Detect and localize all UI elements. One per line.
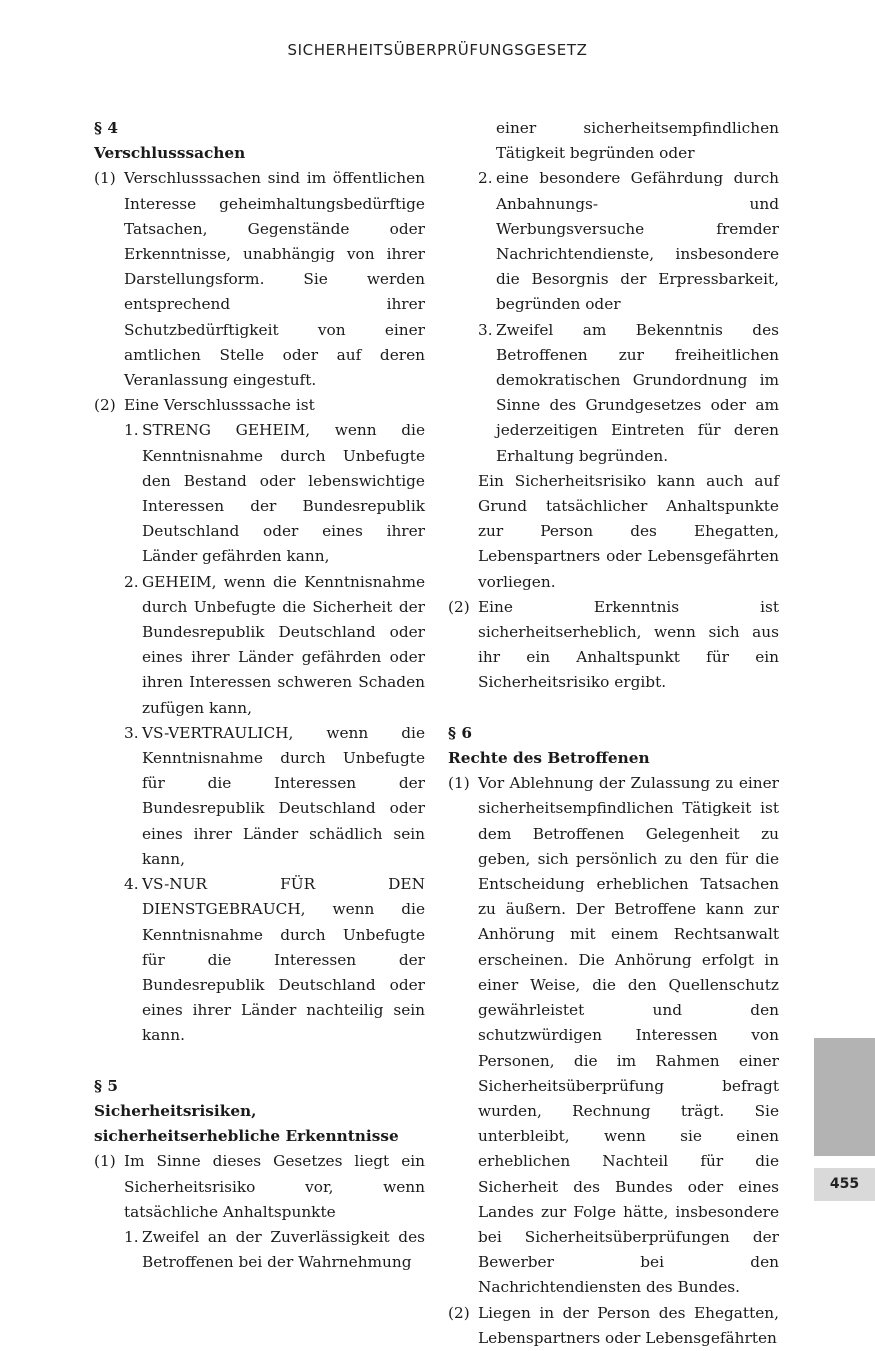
- list-item-number: 2.: [478, 169, 493, 188]
- chapter-thumb-tab: [814, 1038, 875, 1156]
- list-item-number: 1.: [124, 1227, 139, 1246]
- section-5-paragraph-2: [448, 595, 779, 696]
- running-header: SICHERHEITSÜBERPRÜFUNGSGESETZ: [287, 41, 588, 59]
- list-item: [94, 872, 425, 1048]
- section-5-title: Sicherheitsrisiken, sicherheitserhebliche Erkenntnisse: [94, 1101, 399, 1146]
- paragraph-text: Eine Erkenntnis ist sicherheitserheblich, wenn sich aus ihr ein Anhaltspunkt für ein Sicherheitsrisiko ergibt.: [478, 597, 779, 692]
- list-item-text: Zweifel an der Zuverlässigkeit des Betroffenen bei der Wahrnehmung: [142, 1227, 425, 1272]
- list-item: [448, 318, 779, 469]
- list-item: [94, 570, 425, 721]
- section-gap: [448, 696, 779, 721]
- list-item-text: VS-VERTRAULICH, wenn die Kenntnisnahme durch Unbefugte für die Interessen der Bundesrepublik Deutschland oder eines ihrer Länder schädlich sein kann,: [142, 723, 425, 868]
- page-number: 455: [814, 1168, 875, 1201]
- list-item: [94, 418, 425, 569]
- paragraph-number: (2): [94, 396, 116, 415]
- section-5-number: § 5: [94, 1076, 118, 1095]
- left-column: [94, 116, 425, 1275]
- list-item-text: eine besondere Gefährdung durch Anbahnungs- und Werbungsversuche fremder Nachrichtendienste, insbesondere die Besorgnis der Erpressbarkeit, begründen oder: [496, 169, 779, 314]
- paragraph-text: Eine Verschlusssache ist: [124, 396, 315, 415]
- list-item-number: 3.: [478, 320, 493, 339]
- list-item: [448, 166, 779, 317]
- section-5-paragraph-1: [94, 1149, 425, 1225]
- section-4-title: Verschlusssachen: [94, 144, 246, 163]
- list-item-number: 3.: [124, 723, 139, 742]
- paragraph-number: (1): [448, 774, 470, 793]
- list-item-continuation: einer sicherheitsempfindlichen Tätigkeit begründen oder: [496, 119, 779, 163]
- list-item: [94, 1225, 425, 1275]
- list-item-text: Zweifel am Bekenntnis des Betroffenen zur freiheitlichen demokratischen Grundordnung im Sinne des Grundgesetzes oder am jederzeitigen Eintreten für deren Erhaltung begründen.: [496, 320, 779, 465]
- list-item-number: 4.: [124, 875, 139, 894]
- list-item-text: STRENG GEHEIM, wenn die Kenntnisnahme durch Unbefugte den Bestand oder lebenswichtige Interessen der Bundesrepublik Deutschland oder eines ihrer Länder gefährden kann,: [142, 421, 425, 566]
- paragraph-number: (1): [94, 169, 116, 188]
- paragraph-number: (2): [448, 597, 470, 616]
- paragraph-text: Verschlusssachen sind im öffentlichen Interesse geheimhaltungsbedürftige Tatsachen, Gegenstände oder Erkenntnisse, unabhängig von ihrer Darstellungsform. Sie werden entsprechend ihrer Schutzbedürftigkeit von einer amtlichen Stelle oder auf deren Veranlassung eingestuft.: [124, 169, 425, 390]
- right-column: [448, 116, 779, 1351]
- section-6-paragraph-2: [448, 1301, 779, 1351]
- list-item: [94, 721, 425, 872]
- paragraph-number: (1): [94, 1152, 116, 1171]
- section-6-title: Rechte des Betroffenen: [448, 749, 650, 768]
- list-item-text: GEHEIM, wenn die Kenntnisnahme durch Unbefugte die Sicherheit der Bundesrepublik Deutschland oder eines ihrer Länder gefährden oder ihren Interessen schweren Schaden zufügen kann,: [142, 572, 425, 717]
- section-4-paragraph-2: [94, 393, 425, 418]
- paragraph-text: Im Sinne dieses Gesetzes liegt ein Sicherheitsrisiko vor, wenn tatsächliche Anhaltspunkte: [124, 1152, 425, 1221]
- paragraph-text: Liegen in der Person des Ehegatten, Lebenspartners oder Lebensgefährten: [478, 1303, 779, 1347]
- paragraph-number: (2): [448, 1303, 470, 1322]
- paragraph-text: Vor Ablehnung der Zulassung zu einer sicherheitsempfindlichen Tätigkeit ist dem Betroffenen Gelegenheit zu geben, sich persönlich zu den für die Entscheidung erheblichen Tatsachen zu äußern. Der Betroffene kann zur Anhörung mit einem Rechtsanwalt erscheinen. Die Anhörung erfolgt in einer Weise, die den Quellenschutz gewährleistet und den schutzwürdigen Interessen von Personen, die im Rahmen einer Sicherheitsüberprüfung befragt wurden, Rechnung trägt. Sie unterbleibt, wenn sie einen erheblichen Nachteil für die Sicherheit des Bundes oder eines Landes zur Folge hätte, insbesondere bei Sicherheitsüberprüfungen der Bewerber bei den Nachrichtendiensten des Bundes.: [478, 774, 779, 1297]
- list-item-number: 1.: [124, 421, 139, 440]
- section-gap: [94, 1049, 425, 1074]
- section-4-paragraph-1: [94, 166, 425, 393]
- section-5-paragraph-1-trailing-text: Ein Sicherheitsrisiko kann auch auf Grund tatsächlicher Anhaltspunkte zur Person des Ehegatten, Lebenspartners oder Lebensgefährten vorliegen.: [478, 471, 779, 591]
- list-item-text: VS-NUR FÜR DEN DIENSTGEBRAUCH, wenn die Kenntnisnahme durch Unbefugte für die Interessen der Bundesrepublik Deutschland oder eines ihrer Länder nachteilig sein kann.: [142, 875, 425, 1045]
- section-6-number: § 6: [448, 723, 472, 742]
- section-4-number: § 4: [94, 119, 118, 137]
- list-item-number: 2.: [124, 572, 139, 591]
- section-6-paragraph-1: [448, 771, 779, 1300]
